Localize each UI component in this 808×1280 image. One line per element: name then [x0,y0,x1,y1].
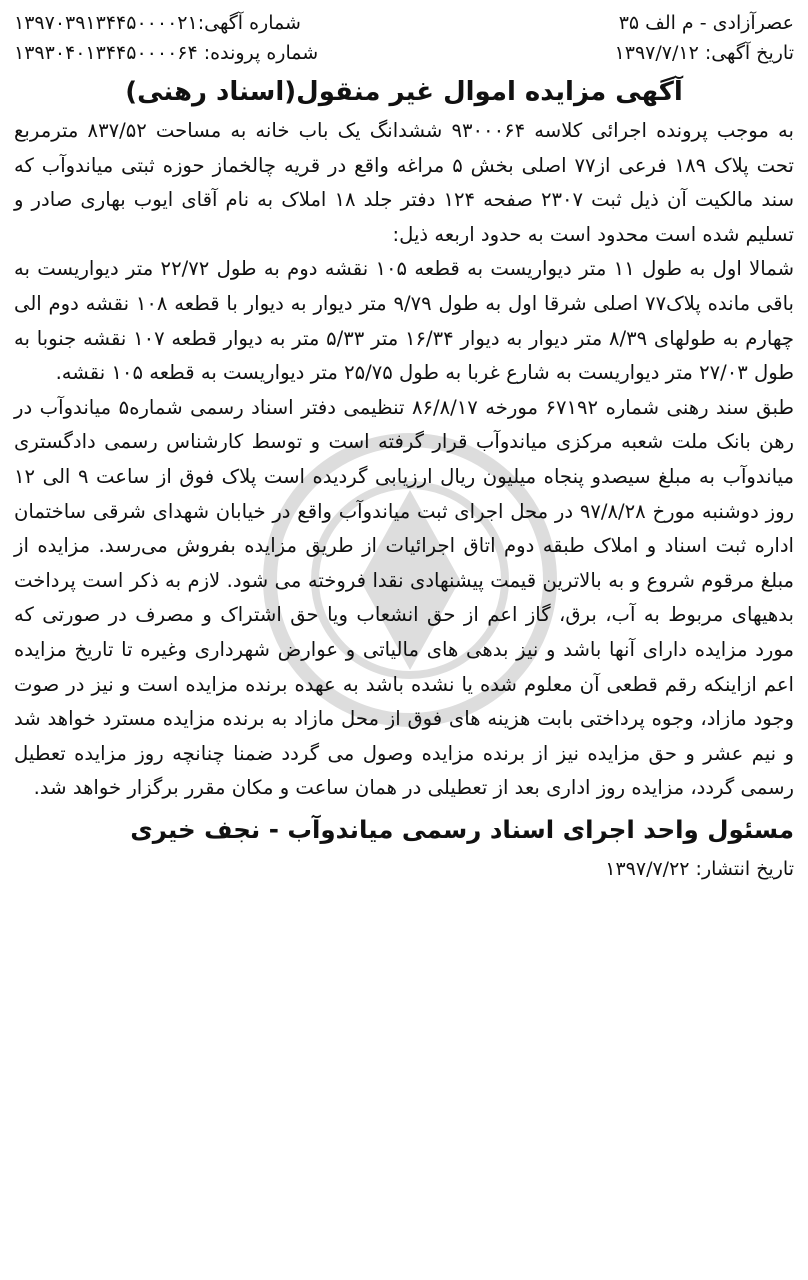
notice-title: آگهی مزایده اموال غیر منقول(اسناد رهنی) [125,77,683,107]
case-number: شماره پرونده: ۱۳۹۳۰۴۰۱۳۴۴۵۰۰۰۰۶۴ [14,42,319,64]
publish-date: تاریخ انتشار: ۱۳۹۷/۷/۲۲ [605,857,794,880]
paragraph-boundaries: شمالا اول به طول ۱۱ متر دیواریست به قطعه ۱۰۵ نقشه دوم به طول ۲۲/۷۲ متر دیواریست به باقی مانده پلاک۷۷ اصلی شرقا اول به طول ۹/۷۹ متر دیوار به دیوار با قطعه ۱۰۸ نقشه دوم الی چهارم به طولهای ۸/۳۹ متر دیوار به دیوار ۱۶/۳۴ متر ۵/۳۳ متر به دیوار قطعه ۱۰۷ نقشه جنوبا به طول ۲۷/۰۳ متر دیواریست به شارع غربا به طول ۲۵/۷۵ متر دیواریست به قطعه ۱۰۵ نقشه. [14,257,795,385]
signature: مسئول واحد اجرای اسناد رسمی میاندوآب - نجف خیری [130,814,794,844]
newspaper-code: عصرآزادی - م الف ۳۵ [618,12,794,34]
paragraph-property: به موجب پرونده اجرائی کلاسه ۹۳۰۰۰۶۴ ششدانگ یک باب خانه به مساحت ۸۳۷/۵۲ مترمربع تحت پلاک ۱۸۹ فرعی از۷۷ اصلی بخش ۵ مراغه واقع در قریه چالخماز حوزه ثبتی میاندوآب که سند مالکیت آن ذیل ثبت ۲۳۰۷ صفحه ۱۲۴ دفتر جلد ۱۸ املاک به نام آقای ایوب بهاری صادر و تسلیم شده است محدود است به حدود اربعه ذیل: [14,119,795,246]
ad-number: شماره آگهی:۱۳۹۷۰۳۹۱۳۴۴۵۰۰۰۰۲۱ [14,12,301,34]
ad-date: تاریخ آگهی: ۱۳۹۷/۷/۱۲ [614,42,794,64]
header-row-2 [14,38,794,68]
paragraph-terms: طبق سند رهنی شماره ۶۷۱۹۲ مورخه ۸۶/۸/۱۷ تنظیمی دفتر اسناد رسمی شماره۵ میاندوآب در رهن بانک ملت شعبه مرکزی میاندوآب قرار گرفته است و توسط کارشناس رسمی دادگستری میاندوآب به مبلغ سیصدو پنجاه میلیون ریال ارزیابی گردیده است پلاک فوق از ساعت ۹ الی ۱۲ روز دوشنبه مورخ ۹۷/۸/۲۸ در محل اجرای ثبت میاندوآب واقع در خیابان شهدای شرقی ساختمان اداره ثبت اسناد و املاک طبقه دوم اتاق اجرائیات از طریق مزایده بفروش می‌رسد. مزایده از مبلغ مرقوم شروع و به بالاترین قیمت پیشنهادی نقدا فروخته می شود. لازم به ذکر است پرداخت بدهیهای مربوط به آب، برق، گاز اعم از حق انشعاب ویا حق اشتراک و مصرف در صورتی که مورد مزایده دارای آنها باشد و نیز بدهی های مالیاتی و عوارض شهرداری وغیره تا تاریخ مزایده اعم ازاینکه رقم قطعی آن معلوم شده یا نشده باشد به عهده برنده مزایده است و نیز در صوت وجود مازاد، وجوه پرداختی بابت هزینه های فوق از محل مازاد به برنده مزایده مسترد خواهد شد و نیم عشر و حق مزایده نیز از برنده مزایده وصول می گردد ضمنا چنانچه روز مزایده تعطیل رسمی گردد، مزایده روز اداری بعد از تعطیلی در همان ساعت و مکان مقرر برگزار خواهد شد. [14,395,795,800]
header-row-1 [14,8,794,38]
